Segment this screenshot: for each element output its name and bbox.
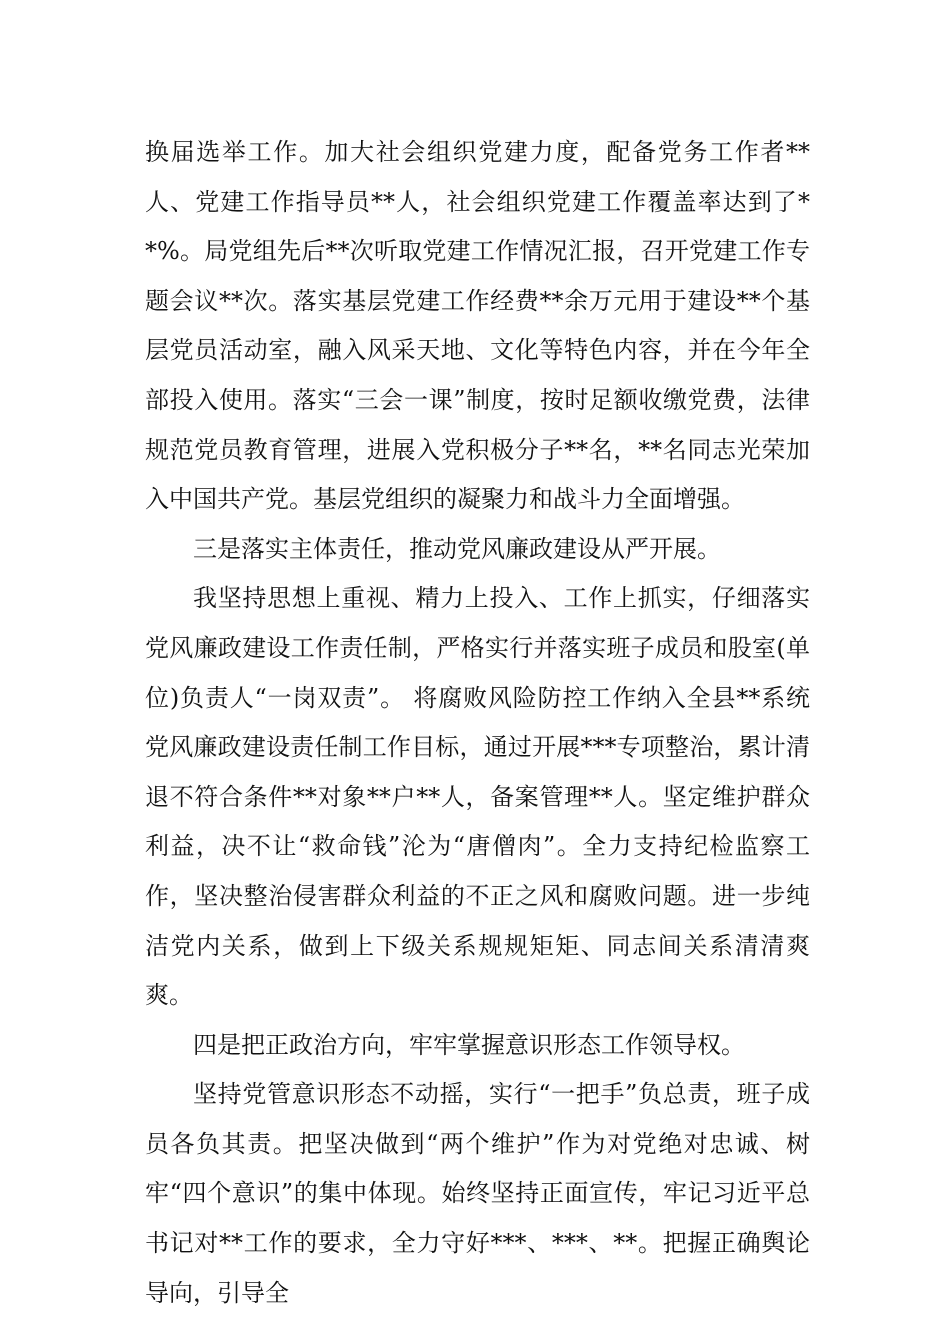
paragraph-integrity-responsibility: 我坚持思想上重视、精力上投入、工作上抓实，仔细落实党风廉政建设工作责任制，严格实行并落实班子成员和股室(单位)负责人“一岗双责”。 将腐败风险防控工作纳入全县**系统党风廉政建设责任制工作目标，通过开展***专项整治，累计清退不符合条件**对象**户**人，备案管理**人。坚定维护群众利益，决不让“救命钱”沦为“唐僧肉”。全力支持纪检监察工作，坚决整治侵害群众利益的不正之风和腐败问题。进一步纯洁党内关系，做到上下级关系规规矩矩、同志间关系清清爽爽。 [145,584,810,1010]
paragraph-ideology-leadership: 坚持党管意识形态不动摇，实行“一把手”负总责，班子成员各负其责。把坚决做到“两个维护”作为对党绝对忠诚、树牢“四个意识”的集中体现。始终坚持正面宣传，牢记习近平总书记对**工作的要求，全力守好***、***、**。把握正确舆论导向，引导全 [145,1080,810,1307]
paragraph-heading-four: 四是把正政治方向，牢牢掌握意识形态工作领导权。 [193,1030,745,1059]
paragraph-heading-three: 三是落实主体责任，推动党风廉政建设从严开展。 [193,534,721,563]
document-body [145,128,810,1318]
paragraph-party-building-continued: 换届选举工作。加大社会组织党建力度，配备党务工作者**人、党建工作指导员**人，社会组织党建工作覆盖率达到了**%。局党组先后**次听取党建工作情况汇报，召开党建工作专题会议**次。落实基层党建工作经费**余万元用于建设**个基层党员活动室，融入风采天地、文化等特色内容，并在今年全部投入使用。落实“三会一课”制度，按时足额收缴党费，法律规范党员教育管理，进展入党积极分子**名，**名同志光荣加入中国共产党。基层党组织的凝聚力和战斗力全面增强。 [145,138,810,514]
